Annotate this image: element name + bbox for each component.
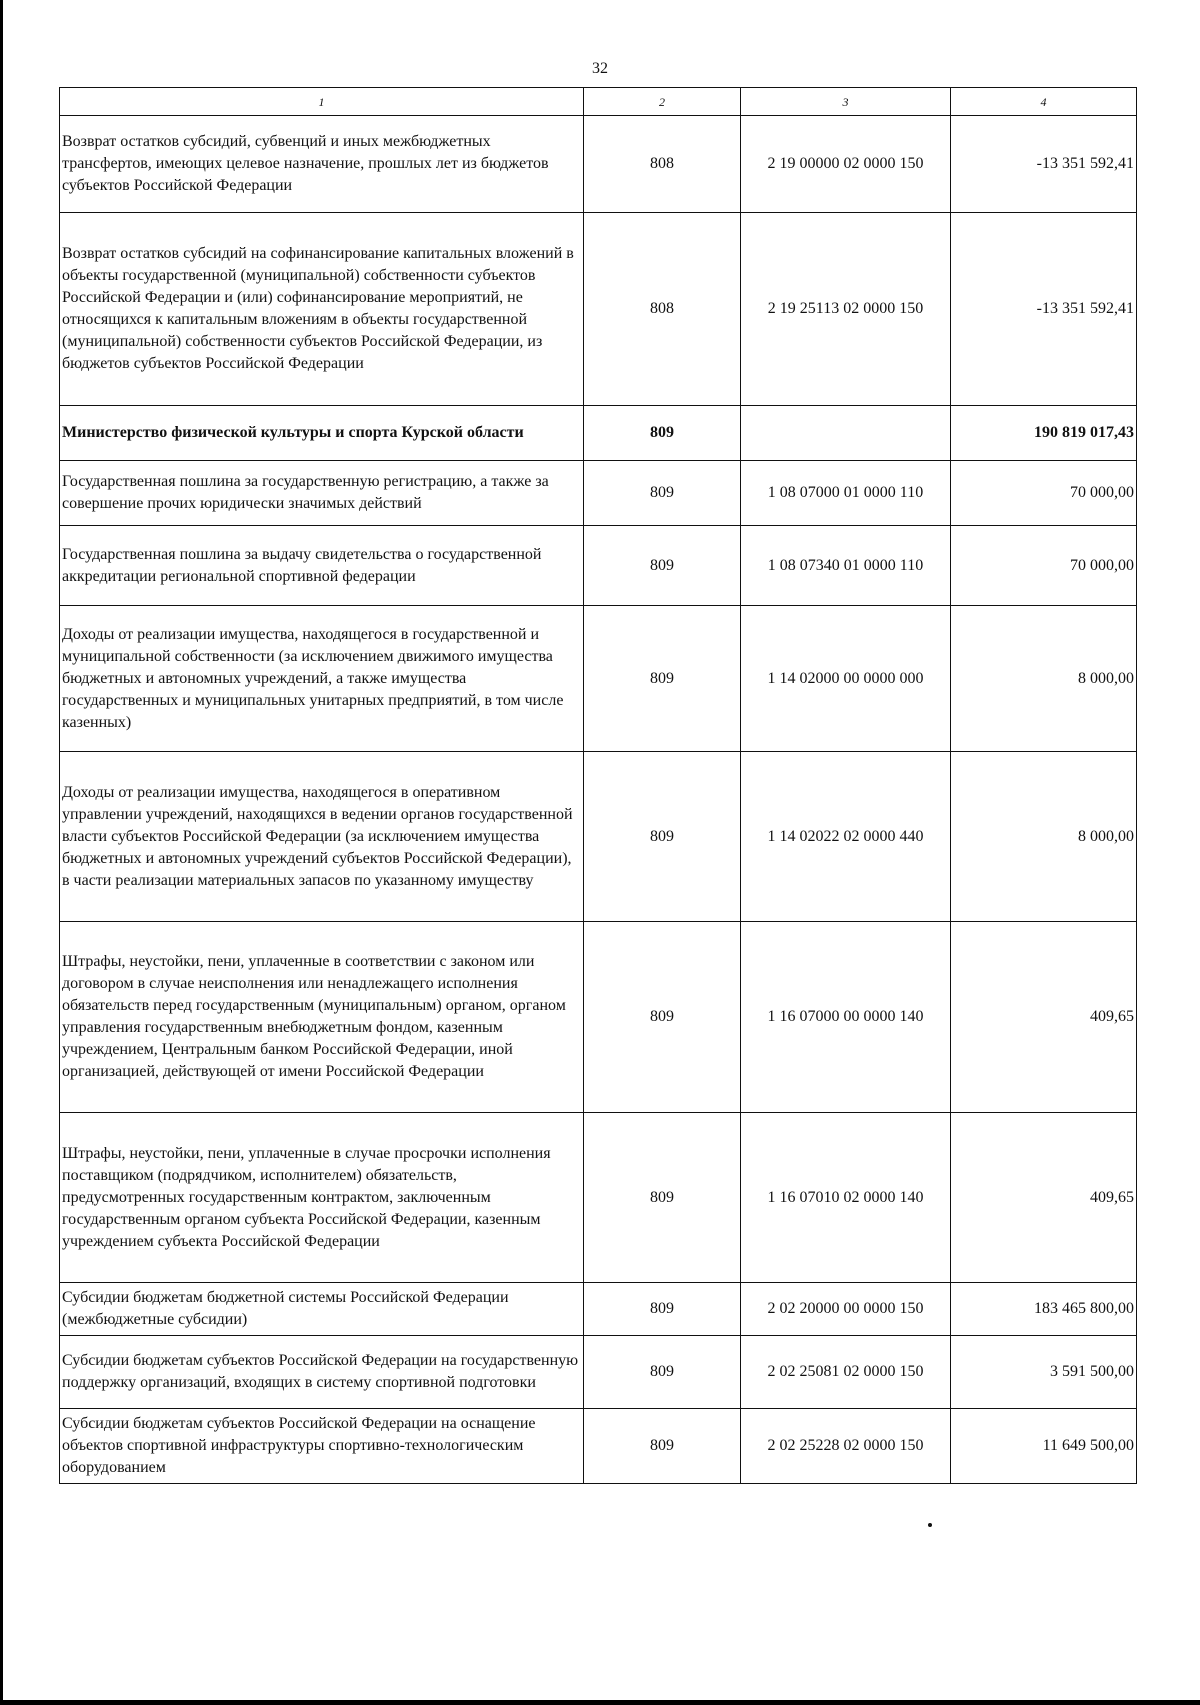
row-budget-code: 2 02 25081 02 0000 150	[741, 1336, 951, 1409]
table-row	[60, 116, 1137, 213]
row-sum: -13 351 592,41	[951, 116, 1137, 213]
row-budget-code: 2 19 00000 02 0000 150	[741, 116, 951, 213]
row-sum: 8 000,00	[951, 606, 1137, 752]
row-name: Государственная пошлина за государственную регистрацию, а также за совершение прочих юридически значимых действий	[60, 461, 584, 526]
row-sum: 183 465 800,00	[951, 1283, 1137, 1336]
table-row	[60, 1409, 1137, 1484]
row-budget-code: 2 19 25113 02 0000 150	[741, 213, 951, 406]
table-row	[60, 752, 1137, 922]
row-name: Субсидии бюджетам бюджетной системы Российской Федерации (межбюджетные субсидии)	[60, 1283, 584, 1336]
row-name: Доходы от реализации имущества, находящегося в государственной и муниципальной собственности (за исключением движимого имущества бюджетных и автономных учреждений, а также имущества государственных и муниципальных унитарных предприятий, в том числе казенных)	[60, 606, 584, 752]
row-name: Министерство физической культуры и спорта Курской области	[60, 406, 584, 461]
row-admin-code: 809	[584, 606, 741, 752]
row-admin-code: 809	[584, 461, 741, 526]
row-sum: 409,65	[951, 922, 1137, 1113]
row-sum: 8 000,00	[951, 752, 1137, 922]
row-name: Штрафы, неустойки, пени, уплаченные в соответствии с законом или договором в случае неисполнения или ненадлежащего исполнения обязательств перед государственным (муниципальным) органом, органом управления государственным внебюджетным фондом, казенным учреждением, Центральным банком Российской Федерации, иной организацией, действующей от имени Российской Федерации	[60, 922, 584, 1113]
row-name: Государственная пошлина за выдачу свидетельства о государственной аккредитации региональной спортивной федерации	[60, 526, 584, 606]
row-admin-code: 809	[584, 1409, 741, 1484]
row-name: Доходы от реализации имущества, находящегося в оперативном управлении учреждений, находящихся в ведении органов государственной власти субъектов Российской Федерации (за исключением имущества бюджетных и автономных учреждений субъектов Российской Федерации), в части реализации материальных запасов по указанному имуществу	[60, 752, 584, 922]
row-admin-code: 808	[584, 116, 741, 213]
scan-edge-left	[0, 0, 3, 1705]
row-admin-code: 809	[584, 752, 741, 922]
row-sum: 409,65	[951, 1113, 1137, 1283]
row-budget-code: 2 02 20000 00 0000 150	[741, 1283, 951, 1336]
table-row	[60, 606, 1137, 752]
table-row-ministry	[60, 406, 1137, 461]
table-row	[60, 1283, 1137, 1336]
scan-dot-mark	[928, 1523, 932, 1527]
row-name: Возврат остатков субсидий, субвенций и иных межбюджетных трансфертов, имеющих целевое назначение, прошлых лет из бюджетов субъектов Российской Федерации	[60, 116, 584, 213]
row-budget-code: 1 14 02022 02 0000 440	[741, 752, 951, 922]
page-number: 32	[592, 60, 608, 77]
row-budget-code: 1 08 07000 01 0000 110	[741, 461, 951, 526]
row-name: Субсидии бюджетам субъектов Российской Федерации на оснащение объектов спортивной инфраструктуры спортивно-технологическим оборудованием	[60, 1409, 584, 1484]
table-row	[60, 1336, 1137, 1409]
row-budget-code: 1 08 07340 01 0000 110	[741, 526, 951, 606]
row-admin-code: 809	[584, 526, 741, 606]
row-budget-code: 1 14 02000 00 0000 000	[741, 606, 951, 752]
column-header-4: 4	[951, 88, 1137, 116]
row-admin-code: 809	[584, 1283, 741, 1336]
table-row	[60, 922, 1137, 1113]
row-admin-code: 809	[584, 1113, 741, 1283]
table-row	[60, 213, 1137, 406]
row-name: Штрафы, неустойки, пени, уплаченные в случае просрочки исполнения поставщиком (подрядчиком, исполнителем) обязательств, предусмотренных государственным контрактом, заключенным государственным органом субъекта Российской Федерации, казенным учреждением субъекта Российской Федерации	[60, 1113, 584, 1283]
row-admin-code: 809	[584, 406, 741, 461]
row-budget-code: 1 16 07000 00 0000 140	[741, 922, 951, 1113]
row-admin-code: 809	[584, 1336, 741, 1409]
row-name: Субсидии бюджетам субъектов Российской Федерации на государственную поддержку организаций, входящих в систему спортивной подготовки	[60, 1336, 584, 1409]
revenue-table	[59, 87, 1137, 1484]
row-budget-code: 2 02 25228 02 0000 150	[741, 1409, 951, 1484]
row-sum: 3 591 500,00	[951, 1336, 1137, 1409]
table-header-row	[60, 88, 1137, 116]
column-header-2: 2	[584, 88, 741, 116]
row-sum: 70 000,00	[951, 461, 1137, 526]
scan-edge-bottom	[0, 1700, 1200, 1705]
column-header-1: 1	[60, 88, 584, 116]
row-admin-code: 808	[584, 213, 741, 406]
row-name: Возврат остатков субсидий на софинансирование капитальных вложений в объекты государственной (муниципальной) собственности субъектов Российской Федерации и (или) софинансирование мероприятий, не относящихся к капитальным вложениям в объекты государственной (муниципальной) собственности субъектов Российской Федерации, из бюджетов субъектов Российской Федерации	[60, 213, 584, 406]
row-sum: 190 819 017,43	[951, 406, 1137, 461]
row-admin-code: 809	[584, 922, 741, 1113]
table-row	[60, 1113, 1137, 1283]
table-row	[60, 526, 1137, 606]
table-row	[60, 461, 1137, 526]
row-budget-code	[741, 406, 951, 461]
row-sum: -13 351 592,41	[951, 213, 1137, 406]
row-sum: 70 000,00	[951, 526, 1137, 606]
row-sum: 11 649 500,00	[951, 1409, 1137, 1484]
row-budget-code: 1 16 07010 02 0000 140	[741, 1113, 951, 1283]
column-header-3: 3	[741, 88, 951, 116]
